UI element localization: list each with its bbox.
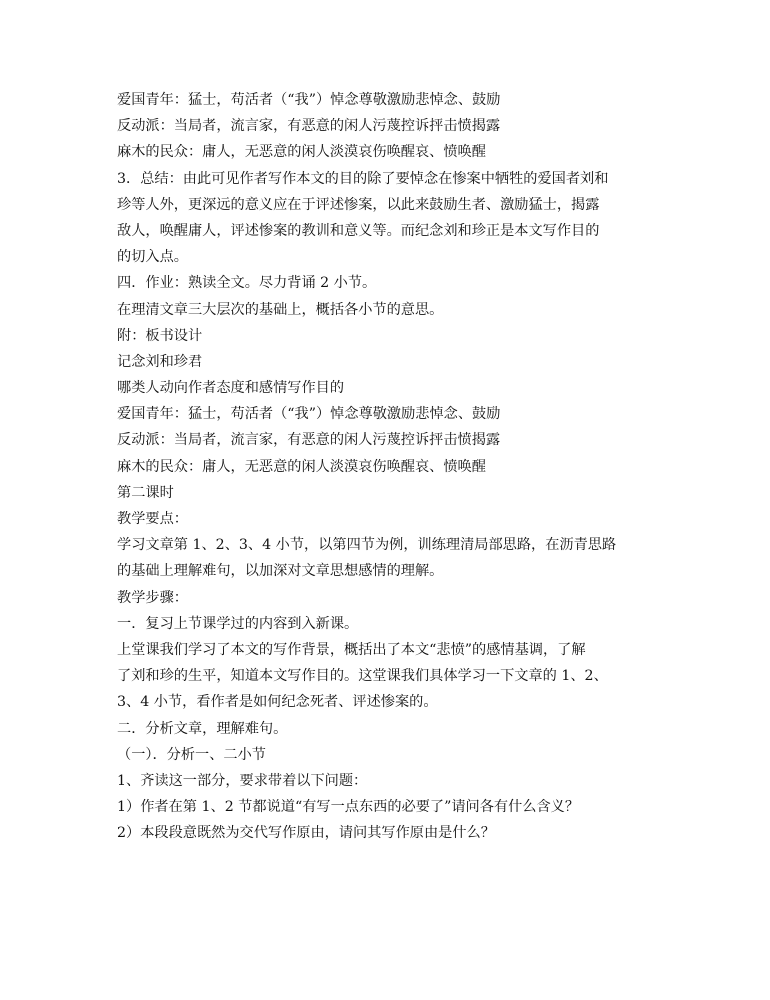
text-line: 爱国青年：猛士，苟活者（“我”）悼念尊敬激励悲悼念、鼓励	[117, 406, 501, 423]
text-line: 教学步骤：	[117, 589, 188, 606]
text-line: 3．总结：由此可见作者写作本文的目的除了要悼念在惨案中牺牲的爱国者刘和	[117, 170, 609, 187]
text-line: 1）作者在第 1、2 节都说道“有写一点东西的必要了”请问各有什么含义？	[117, 799, 580, 816]
text-line: 哪类人动向作者态度和感情写作目的	[117, 380, 345, 397]
text-line: 1、齐读这一部分，要求带着以下问题：	[117, 772, 368, 789]
text-line: 四．作业：熟读全文。尽力背诵 2 小节。	[117, 275, 377, 292]
text-line: （一）．分析一、二小节	[117, 746, 266, 763]
text-line: 二．分析文章，理解难句。	[117, 720, 288, 737]
text-line: 麻木的民众：庸人，无恶意的闲人淡漠哀伤唤醒哀、愤唤醒	[117, 458, 486, 475]
text-line: 反动派：当局者，流言家，有恶意的闲人污蔑控诉抨击愤揭露	[117, 118, 501, 135]
text-line: 一．复习上节课学过的内容到入新课。	[117, 615, 359, 632]
text-line: 上堂课我们学习了本文的写作背景，概括出了本文“悲愤”的感情基调，了解	[117, 641, 586, 658]
text-line: 第二课时	[117, 484, 174, 501]
text-line: 3、4 小节，看作者是如何纪念死者、评述惨案的。	[117, 694, 438, 711]
text-line: 敌人，唤醒庸人，评述惨案的教训和意义等。而纪念刘和珍正是本文写作目的	[117, 222, 600, 239]
text-line: 的切入点。	[117, 249, 188, 266]
text-line: 爱国青年：猛士，苟活者（“我”）悼念尊敬激励悲悼念、鼓励	[117, 92, 501, 108]
document-page	[117, 87, 657, 846]
text-line: 附：板书设计	[117, 327, 203, 344]
text-line: 了刘和珍的生平，知道本文写作目的。这堂课我们具体学习一下文章的 1、2、	[117, 668, 608, 685]
text-line: 学习文章第 1、2、3、4 小节，以第四节为例，训练理清局部思路，在沥青思路	[117, 537, 617, 554]
text-line: 2）本段段意既然为交代写作原由，请问其写作原由是什么？	[117, 825, 495, 842]
text-line: 教学要点：	[117, 511, 188, 527]
text-line: 在理清文章三大层次的基础上，概括各小节的意思。	[117, 301, 444, 318]
text-line: 记念刘和珍君	[117, 353, 203, 370]
text-line: 的基础上理解难句，以加深对文章思想感情的理解。	[117, 563, 444, 580]
text-line: 珍等人外，更深远的意义应在于评述惨案，以此来鼓励生者、激励猛士，揭露	[117, 196, 600, 213]
text-line: 麻木的民众：庸人，无恶意的闲人淡漠哀伤唤醒哀、愤唤醒	[117, 144, 486, 161]
text-line: 反动派：当局者，流言家，有恶意的闲人污蔑控诉抨击愤揭露	[117, 432, 501, 449]
